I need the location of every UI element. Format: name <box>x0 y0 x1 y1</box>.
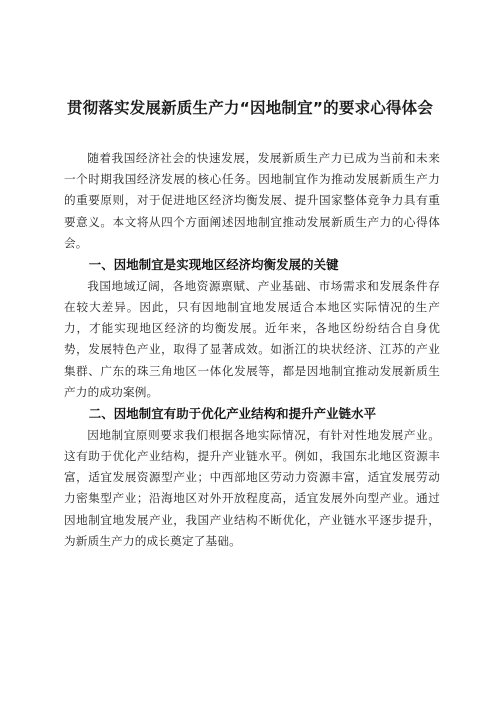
section-2-heading: 二、因地制宜有助于优化产业结构和提升产业链水平 <box>88 406 377 422</box>
section-1-heading: 一、因地制宜是实现地区经济均衡发展的关键 <box>88 257 339 273</box>
section-1 <box>64 254 440 403</box>
section-1-body: 我国地域辽阔，各地资源禀赋、产业基础、市场需求和发展条件存在较大差异。因此，只有因地制宜地发展适合本地区实际情况的生产力，才能实现地区经济的均衡发展。近年来，各地区纷纷结合自身优势，发展特色产业，取得了显著成效。如浙江的块状经济、江苏的产业集群、广东的珠三角地区一体化发展等，都是因地制宜推动发展新质生产力的成功案例。 <box>64 278 440 399</box>
intro-paragraph: 随着我国经济社会的快速发展，发展新质生产力已成为当前和未来一个时期我国经济发展的核心任务。因地制宜作为推动发展新质生产力的重要原则，对于促进地区经济均衡发展、提升国家整体竞争力具有重要意义。本文将从四个方面阐述因地制宜推动发展新质生产力的心得体会。 <box>64 151 440 250</box>
section-2-body: 因地制宜原则要求我们根据各地实际情况，有针对性地发展产业。这有助于优化产业结构，提升产业链水平。例如，我国东北地区资源丰富，适宜发展资源型产业；中西部地区劳动力资源丰富，适宜发展劳动力密集型产业；沿海地区对外开放程度高，适宜发展外向型产业。通过因地制宜地发展产业，我国产业结构不断优化，产业链水平逐步提升，为新质生产力的成长奠定了基础。 <box>64 427 440 548</box>
section-2 <box>64 403 440 552</box>
document-title: 贯彻落实发展新质生产力“因地制宜”的要求心得体会 <box>66 99 434 117</box>
document-body <box>64 148 440 552</box>
